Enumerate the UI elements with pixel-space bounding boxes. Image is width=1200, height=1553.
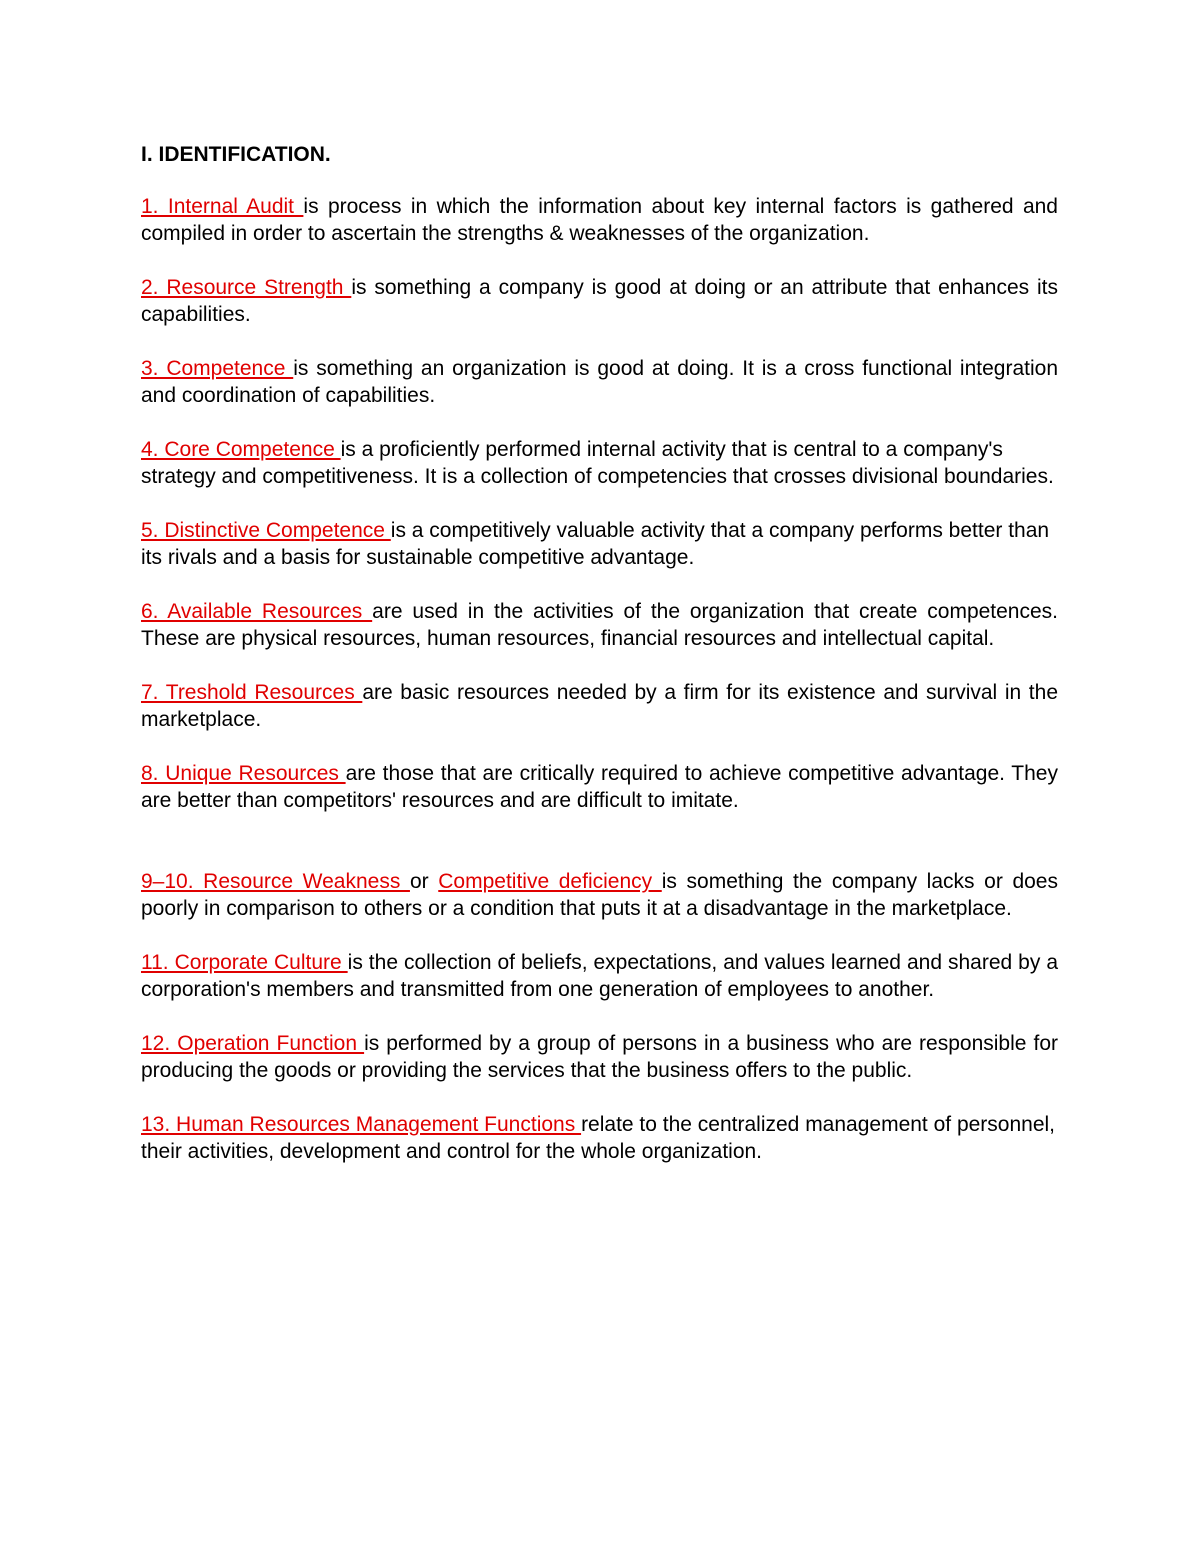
definition-item-11 <box>141 949 1058 1003</box>
definition-item-3 <box>141 355 1058 409</box>
term-12: 12. Operation Function <box>141 1032 365 1055</box>
document-page <box>141 141 1058 1192</box>
term-4: 4. Core Competence <box>141 438 341 461</box>
connector-9-10: or <box>409 870 439 893</box>
term-1: 1. Internal Audit <box>141 195 304 218</box>
definition-9-10: is something the company lacks or does poorly in comparison to others or a condition that puts it at a disadvantage in the marketplace. <box>141 870 1058 920</box>
term-5: 5. Distinctive Competence <box>141 519 391 542</box>
definition-item-1 <box>141 193 1058 247</box>
term-9-10-alt: Competitive deficiency <box>438 870 662 893</box>
definition-12: is performed by a group of persons in a business who are responsible for producing the goods or providing the services that the business offers to the public. <box>141 1032 1058 1082</box>
definition-6: are used in the activities of the organization that create competences. These are physical resources, human resources, financial resources and intellectual capital. <box>141 600 1059 650</box>
term-7: 7. Treshold Resources <box>141 681 363 704</box>
definition-3: is something an organization is good at doing. It is a cross functional integration and coordination of capabilities. <box>141 357 1058 407</box>
definition-item-8 <box>141 760 1058 814</box>
term-11: 11. Corporate Culture <box>141 951 348 974</box>
term-8: 8. Unique Resources <box>141 762 346 785</box>
term-9-10: 9–10. Resource Weakness <box>141 870 410 893</box>
definition-7: are basic resources needed by a firm for its existence and survival in the marketplace. <box>141 681 1059 731</box>
term-13: 13. Human Resources Management Functions <box>141 1113 582 1136</box>
definition-2: is something a company is good at doing or an attribute that enhances its capabilities. <box>141 276 1058 326</box>
definition-item-12 <box>141 1030 1058 1084</box>
definition-4: is a proficiently performed internal activity that is central to a company's strategy and competitiveness. It is a collection of competencies that crosses divisional boundaries. <box>141 438 1054 488</box>
definition-11: is the collection of beliefs, expectations, and values learned and shared by a corporation's members and transmitted from one generation of employees to another. <box>141 951 1058 1001</box>
definition-item-5 <box>141 517 1058 571</box>
definition-item-2 <box>141 274 1058 328</box>
definition-13: relate to the centralized management of personnel, their activities, development and control for the whole organization. <box>141 1113 1056 1163</box>
term-2: 2. Resource Strength <box>141 276 352 299</box>
definition-1: is process in which the information about key internal factors is gathered and compiled in order to ascertain the strengths & weaknesses of the organization. <box>141 195 1058 245</box>
section-heading: I. IDENTIFICATION. <box>141 143 331 166</box>
definition-item-13 <box>141 1111 1058 1165</box>
definition-item-6 <box>141 598 1058 652</box>
term-6: 6. Available Resources <box>141 600 373 623</box>
definition-item-4 <box>141 436 1058 490</box>
definition-8: are those that are critically required to achieve competitive advantage. They are better than competitors' resources and are difficult to imitate. <box>141 762 1058 812</box>
definition-5: is a competitively valuable activity that a company performs better than its rivals and a basis for sustainable competitive advantage. <box>141 519 1050 569</box>
definition-item-7 <box>141 679 1058 733</box>
term-3: 3. Competence <box>141 357 294 380</box>
definition-item-9-10 <box>141 868 1058 922</box>
